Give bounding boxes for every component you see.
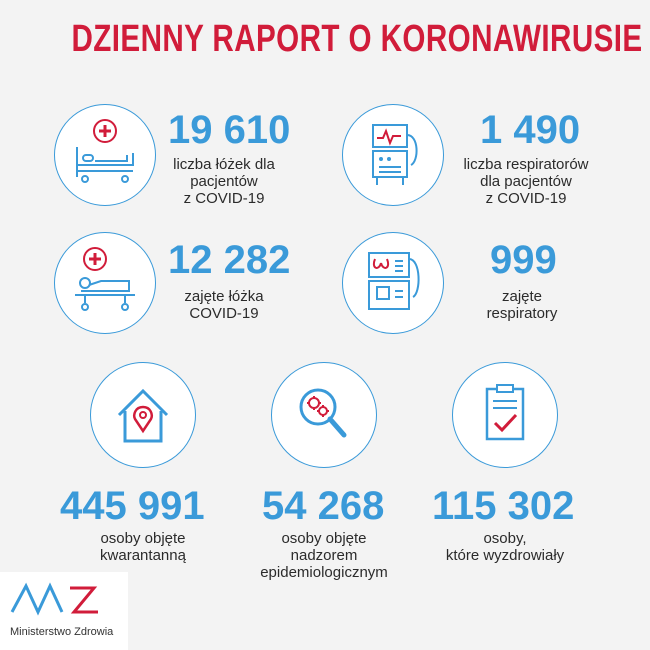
house-quarantine-icon: [90, 362, 196, 468]
hospital-bed-icon: [54, 104, 156, 206]
quarantine-value: 445 991: [60, 484, 205, 528]
quarantine-label: osoby objęte kwarantanną: [100, 530, 186, 564]
beds-occupied-value: 12 282: [168, 238, 291, 282]
beds-occupied-label: zajęte łóżka COVID-19: [184, 288, 264, 322]
ventilators-total-value: 1 490: [480, 108, 581, 152]
beds-total-label: liczba łóżek dla pacjentów z COVID-19: [173, 156, 275, 207]
logo-text: Ministerstwo Zdrowia: [10, 626, 114, 638]
clipboard-check-icon: [452, 362, 558, 468]
occupied-bed-icon: [54, 232, 156, 334]
page-title: DZIENNY RAPORT O KORONAWIRUSIE: [71, 18, 643, 60]
beds-total-value: 19 610: [168, 108, 291, 152]
surveillance-value: 54 268: [262, 484, 385, 528]
surveillance-label: osoby objęte nadzorem epidemiologicznym: [260, 530, 388, 581]
ministry-logo-mark: [0, 572, 128, 622]
recovered-value: 115 302: [432, 484, 575, 528]
ventilators-occupied-label: zajęte respiratory: [486, 288, 558, 322]
monitor-ventilator-icon: [342, 232, 444, 334]
ventilator-icon: [342, 104, 444, 206]
recovered-label: osoby, które wyzdrowiały: [445, 530, 565, 564]
ventilators-occupied-value: 999: [490, 238, 557, 282]
ministry-logo: [0, 572, 128, 650]
ventilators-total-label: liczba respiratorów dla pacjentów z COVID-19: [463, 156, 589, 207]
magnifier-virus-icon: [271, 362, 377, 468]
